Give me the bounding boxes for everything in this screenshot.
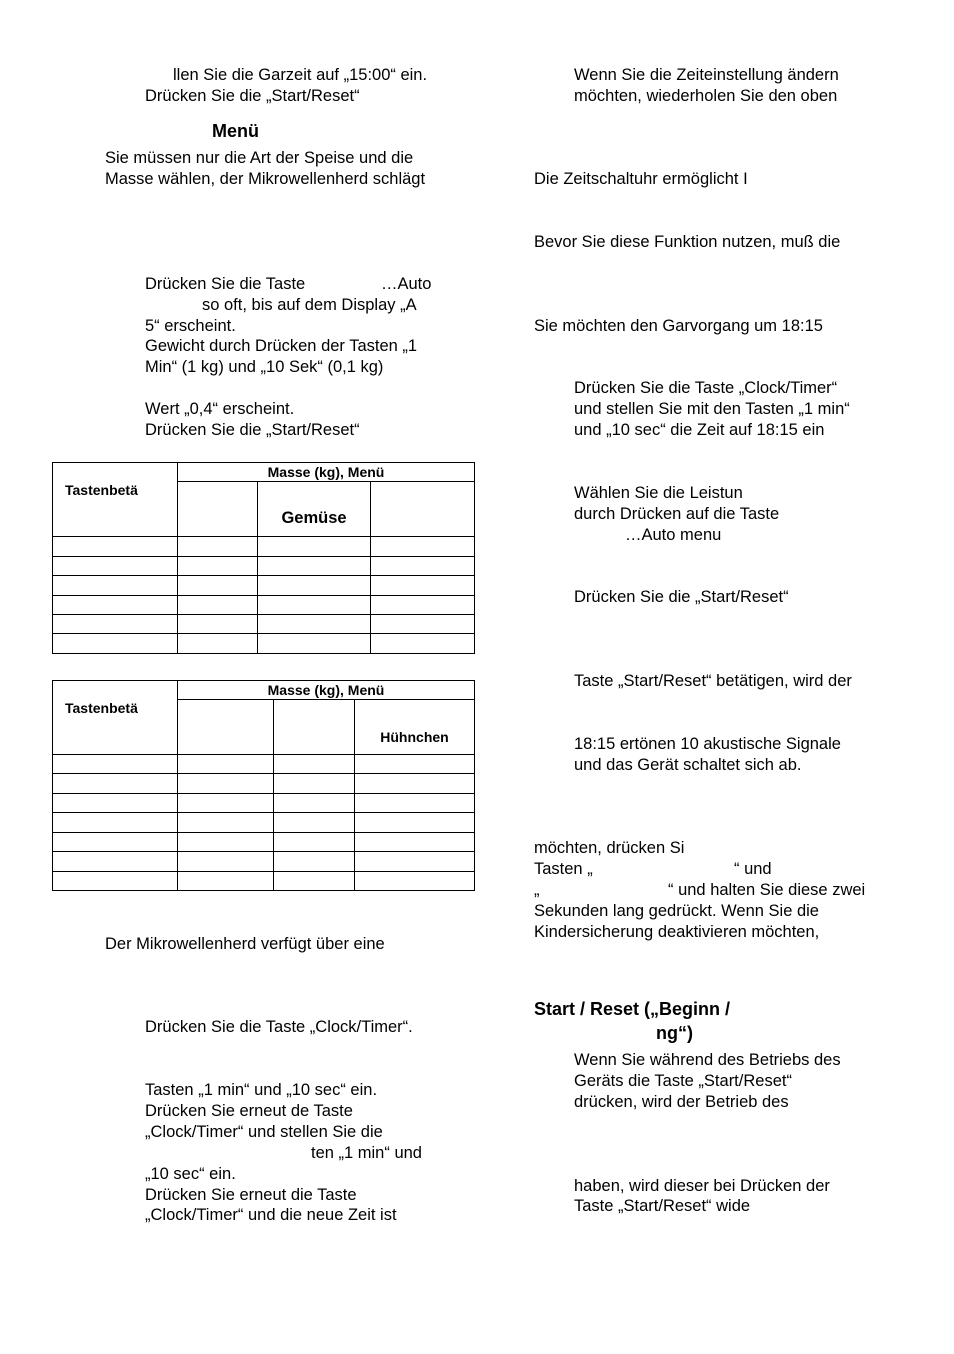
text-line: möchten, drücken Si <box>534 839 685 857</box>
table-row <box>53 852 475 872</box>
text-line: …Auto menu <box>625 526 722 544</box>
text-line: “ und <box>734 860 772 878</box>
section-heading-start-reset-cont: ng“) <box>656 1023 693 1043</box>
text-line: so oft, bis auf dem Display „A <box>202 296 417 314</box>
menu-table-vegetables <box>52 462 475 654</box>
table-cell <box>178 700 274 755</box>
text-line: Der Mikrowellenherd verfügt über eine <box>105 935 385 953</box>
menu-table-chicken <box>52 680 475 891</box>
table-caption: Masse (kg), Menü <box>178 463 475 482</box>
table-row <box>53 596 475 615</box>
table-row <box>53 833 475 852</box>
text-line: Drücken Sie erneut die Taste <box>145 1186 357 1204</box>
table-row <box>53 537 475 557</box>
section-heading-menu: Menü <box>212 121 259 141</box>
text-line: Wenn Sie die Zeiteinstellung ändern <box>574 66 839 84</box>
table-row <box>53 813 475 833</box>
table-row <box>53 615 475 634</box>
table-row-header: Tastenbetä <box>53 681 178 755</box>
text-line: Drücken Sie die Taste <box>145 275 306 293</box>
text-line: Min“ (1 kg) und „10 Sek“ (0,1 kg) <box>145 358 384 376</box>
text-line: Drücken Sie die „Start/Reset“ <box>574 588 789 606</box>
text-line: Masse wählen, der Mikrowellenherd schlägt <box>105 170 426 188</box>
text-line: …Auto <box>381 275 432 293</box>
table-row <box>53 872 475 891</box>
text-line: llen Sie die Garzeit auf „15:00“ ein. <box>173 66 428 84</box>
text-line: und das Gerät schaltet sich ab. <box>574 756 802 774</box>
text-line: Tasten „ <box>534 860 593 878</box>
text-line: 5“ erscheint. <box>145 317 236 335</box>
text-line: durch Drücken auf die Taste <box>574 505 780 523</box>
text-line: “ und halten Sie diese zwei <box>668 881 866 899</box>
text-line: Drücken Sie die „Start/Reset“ <box>145 87 360 105</box>
text-line: 18:15 ertönen 10 akustische Signale <box>574 735 841 753</box>
text-line: „ <box>534 881 540 899</box>
table-column-header: Hühnchen <box>355 700 475 755</box>
text-line: Die Zeitschaltuhr ermöglicht I <box>534 170 748 188</box>
text-line: Sie möchten den Garvorgang um 18:15 <box>534 317 823 335</box>
table-row <box>53 755 475 774</box>
text-line: und stellen Sie mit den Tasten „1 min“ <box>574 400 850 418</box>
table-row <box>53 634 475 654</box>
table-row <box>53 576 475 596</box>
text-line: Sie müssen nur die Art der Speise und die <box>105 149 414 167</box>
text-line: Taste „Start/Reset“ wide <box>574 1197 751 1215</box>
table-row <box>53 557 475 576</box>
text-line: Drücken Sie die „Start/Reset“ <box>145 421 360 439</box>
table-cell <box>178 482 258 537</box>
text-line: Drücken Sie erneut de Taste <box>145 1102 353 1120</box>
text-line: Drücken Sie die Taste „Clock/Timer“ <box>574 379 838 397</box>
table-caption: Masse (kg), Menü <box>178 681 475 700</box>
section-heading-start-reset: Start / Reset („Beginn / <box>534 999 731 1019</box>
table-cell <box>371 482 475 537</box>
table-row <box>53 794 475 813</box>
text-line: Kindersicherung deaktivieren möchten, <box>534 923 820 941</box>
text-line: Wert „0,4“ erscheint. <box>145 400 295 418</box>
text-line: „Clock/Timer“ und stellen Sie die <box>145 1123 383 1141</box>
text-line: Wählen Sie die Leistun <box>574 484 743 502</box>
table-row-header: Tastenbetä <box>53 463 178 537</box>
text-line: Taste „Start/Reset“ betätigen, wird der <box>574 672 852 690</box>
table-row <box>53 774 475 794</box>
text-line: Wenn Sie während des Betriebs des <box>574 1051 841 1069</box>
text-line: möchten, wiederholen Sie den oben <box>574 87 838 105</box>
text-line: Drücken Sie die Taste „Clock/Timer“. <box>145 1018 413 1036</box>
table-column-header: Gemüse <box>258 482 371 537</box>
text-line: Geräts die Taste „Start/Reset“ <box>574 1072 792 1090</box>
text-line: Bevor Sie diese Funktion nutzen, muß die <box>534 233 841 251</box>
text-line: und „10 sec“ die Zeit auf 18:15 ein <box>574 421 825 439</box>
text-line: Tasten „1 min“ und „10 sec“ ein. <box>145 1081 378 1099</box>
text-line: ten „1 min“ und <box>311 1144 422 1162</box>
text-line: Gewicht durch Drücken der Tasten „1 <box>145 337 418 355</box>
text-line: haben, wird dieser bei Drücken der <box>574 1177 830 1195</box>
text-line: „10 sec“ ein. <box>145 1165 236 1183</box>
text-line: Sekunden lang gedrückt. Wenn Sie die <box>534 902 819 920</box>
text-line: „Clock/Timer“ und die neue Zeit ist <box>145 1206 397 1224</box>
table-cell <box>274 700 355 755</box>
text-line: drücken, wird der Betrieb des <box>574 1093 789 1111</box>
